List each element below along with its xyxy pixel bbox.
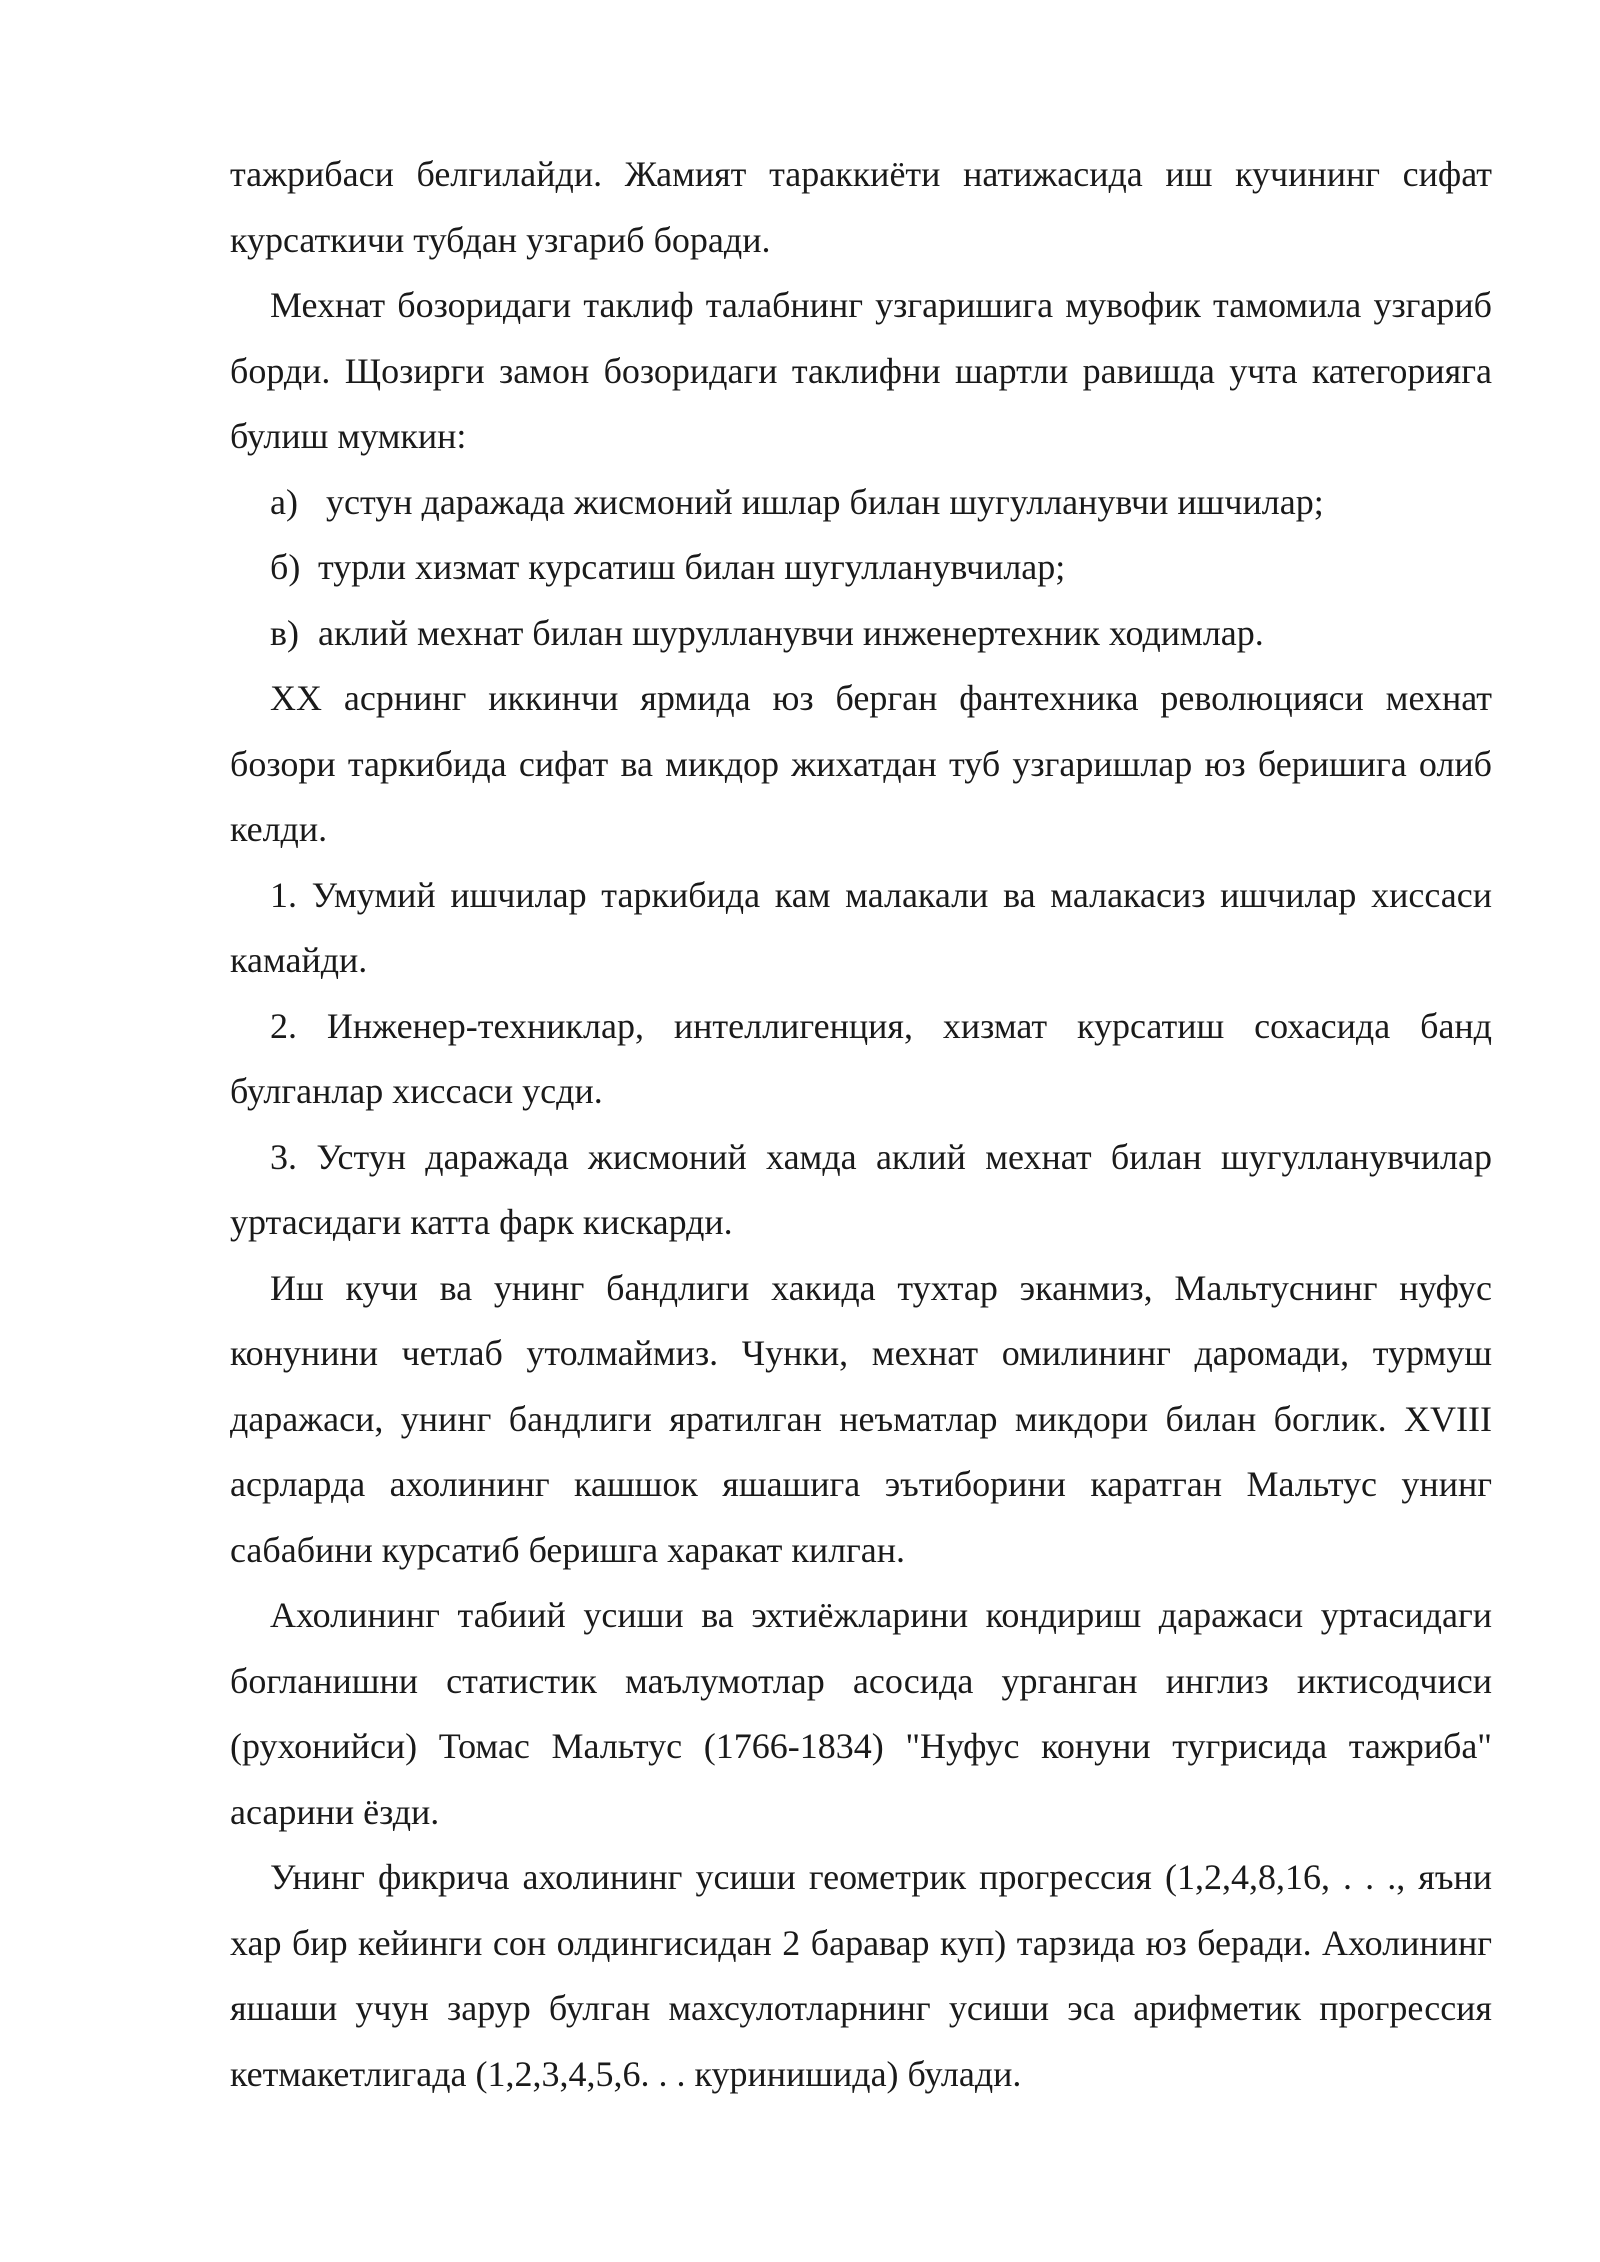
document-page	[230, 142, 1492, 2107]
list-marker-a: а)	[270, 481, 298, 522]
paragraph-intro-continuation: тажрибаси белгилайди. Жамият тараккиёти натижасида иш кучининг сифат курсаткичи тубдан узгариб боради.	[230, 154, 1492, 260]
paragraph-point-1: 1. Умумий ишчилар таркибида кам малакали ва малакасиз ишчилар хиссаси камайди.	[230, 874, 1492, 980]
paragraph-malthus-essay: Ахолининг табиий усиши ва эхтиёжларини кондириш даражаси уртасидаги богланишни статистик маълумотлар асосида урганган инглиз иктисодчиси (рухонийси) Томас Мальтус (1766-1834) "Нуфус конуни тугрисида тажриба" асарини ёзди.	[230, 1595, 1492, 1832]
list-text-c: аклий мехнат билан шурулланувчи инженертехник ходимлар.	[318, 612, 1264, 653]
paragraph-point-2: 2. Инженер-техниклар, интеллигенция, хизмат курсатиш сохасида банд булганлар хиссаси усди.	[230, 1005, 1492, 1111]
paragraph-progressions: Унинг фикрича ахолининг усиши геометрик прогрессия (1,2,4,8,16, . . ., яъни хар бир кейинги сон олдингисидан 2 баравар куп) тарзида юз беради. Ахолининг яшаши учун зарур булган махсулотларнинг усиши эса арифметик прогрессия кетмакетлигада (1,2,3,4,5,6. . . куринишида) булади.	[230, 1857, 1492, 2094]
list-item-a	[230, 470, 1492, 536]
list-text-a: устун даражада жисмоний ишлар билан шугулланувчи ишчилар;	[326, 481, 1324, 522]
list-item-c	[230, 601, 1492, 667]
list-item-b	[230, 535, 1492, 601]
list-marker-c: в)	[270, 612, 299, 653]
paragraph-tech-revolution: XX асрнинг иккинчи ярмида юз берган фантехника революцияси мехнат бозори таркибида сифат ва микдор жихатдан туб узгаришлар юз беришига олиб келди.	[230, 678, 1492, 849]
paragraph-point-3: 3. Устун даражада жисмоний хамда аклий мехнат билан шугулланувчилар уртасидаги катта фарк кискарди.	[230, 1136, 1492, 1242]
paragraph-malthus-law: Иш кучи ва унинг бандлиги хакида тухтар эканмиз, Мальтуснинг нуфус конунини четлаб утолмаймиз. Чунки, мехнат омилининг даромади, турмуш даражаси, унинг бандлиги яратилган неъматлар микдори билан боглик. XVIII асрларда ахолининг кашшок яшашига эътиборини каратган Мальтус унинг сабабини курсатиб беришга харакат килган.	[230, 1267, 1492, 1570]
list-marker-b: б)	[270, 547, 301, 587]
paragraph-labor-market-supply: Мехнат бозоридаги таклиф талабнинг узгаришига мувофик тамомила узгариб борди. Щозирги замон бозоридаги таклифни шартли равишда учта категорияга булиш мумкин:	[230, 285, 1492, 456]
list-text-b: турли хизмат курсатиш билан шугулланувчилар;	[318, 547, 1066, 587]
